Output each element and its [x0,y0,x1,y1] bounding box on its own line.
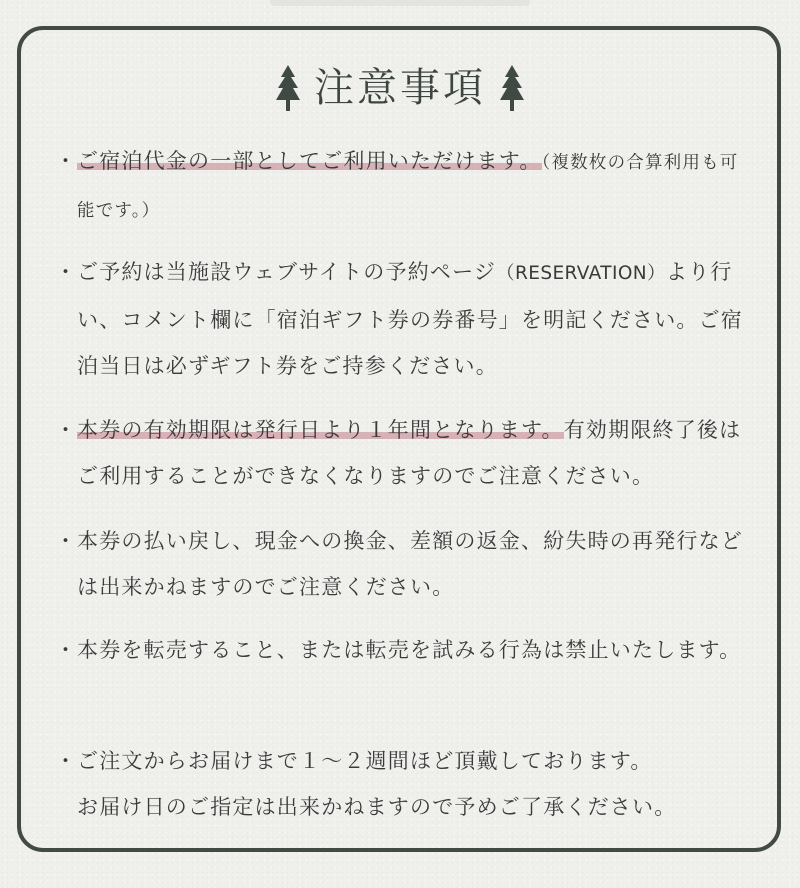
bullet: ・ [55,638,78,662]
reservation-page-label: （RESERVATION） [496,263,666,284]
reservation-text-2: より行い、コメント欄に「宿泊ギフト券の券番号」を明記ください。ご宿泊当日は必ずギフト券をご持参ください。 [77,260,743,378]
highlight-expiry: 本券の有効期限は発行日より１年間となります。 [77,418,564,442]
bullet: ・ [55,749,78,773]
delivery-text-2: お届け日のご指定は出来かねますので予めご了承ください。 [77,795,677,819]
notice-item-resale [55,627,755,673]
resale-text: 本券を転売すること、または転売を試みる行為は禁止いたします。 [77,638,742,662]
delivery-text-1: ご注文からお届けまで１～２週間ほど頂戴しております。 [77,749,653,773]
page-title: 注意事項 [314,65,486,111]
notice-item-reservation [55,249,755,389]
bullet: ・ [55,149,78,173]
title-row [0,60,800,116]
refund-text: 本券の払い戻し、現金への換金、差額の返金、紛失時の再発行などは出来かねますのでご注意ください。 [77,529,743,599]
notice-item-delivery [55,738,755,830]
top-tab-decoration [270,0,530,6]
highlight-usage: ご宿泊代金の一部としてご利用いただけます。 [77,149,542,173]
notice-item-refund [55,518,755,610]
tree-icon [498,63,526,113]
note-combined-use: （複数枚の合算利用も可能です。） [77,153,739,221]
expiry-text: 有効期限終了後はご利用することができなくなりますのでご注意ください。 [77,418,742,488]
bullet: ・ [55,418,78,442]
notice-item-expiry [55,407,755,499]
notice-item-usage [55,138,755,234]
tree-icon [274,63,302,113]
bullet: ・ [55,260,78,284]
reservation-text-1: ご予約は当施設ウェブサイトの予約ページ [77,260,497,284]
bullet: ・ [55,529,78,553]
